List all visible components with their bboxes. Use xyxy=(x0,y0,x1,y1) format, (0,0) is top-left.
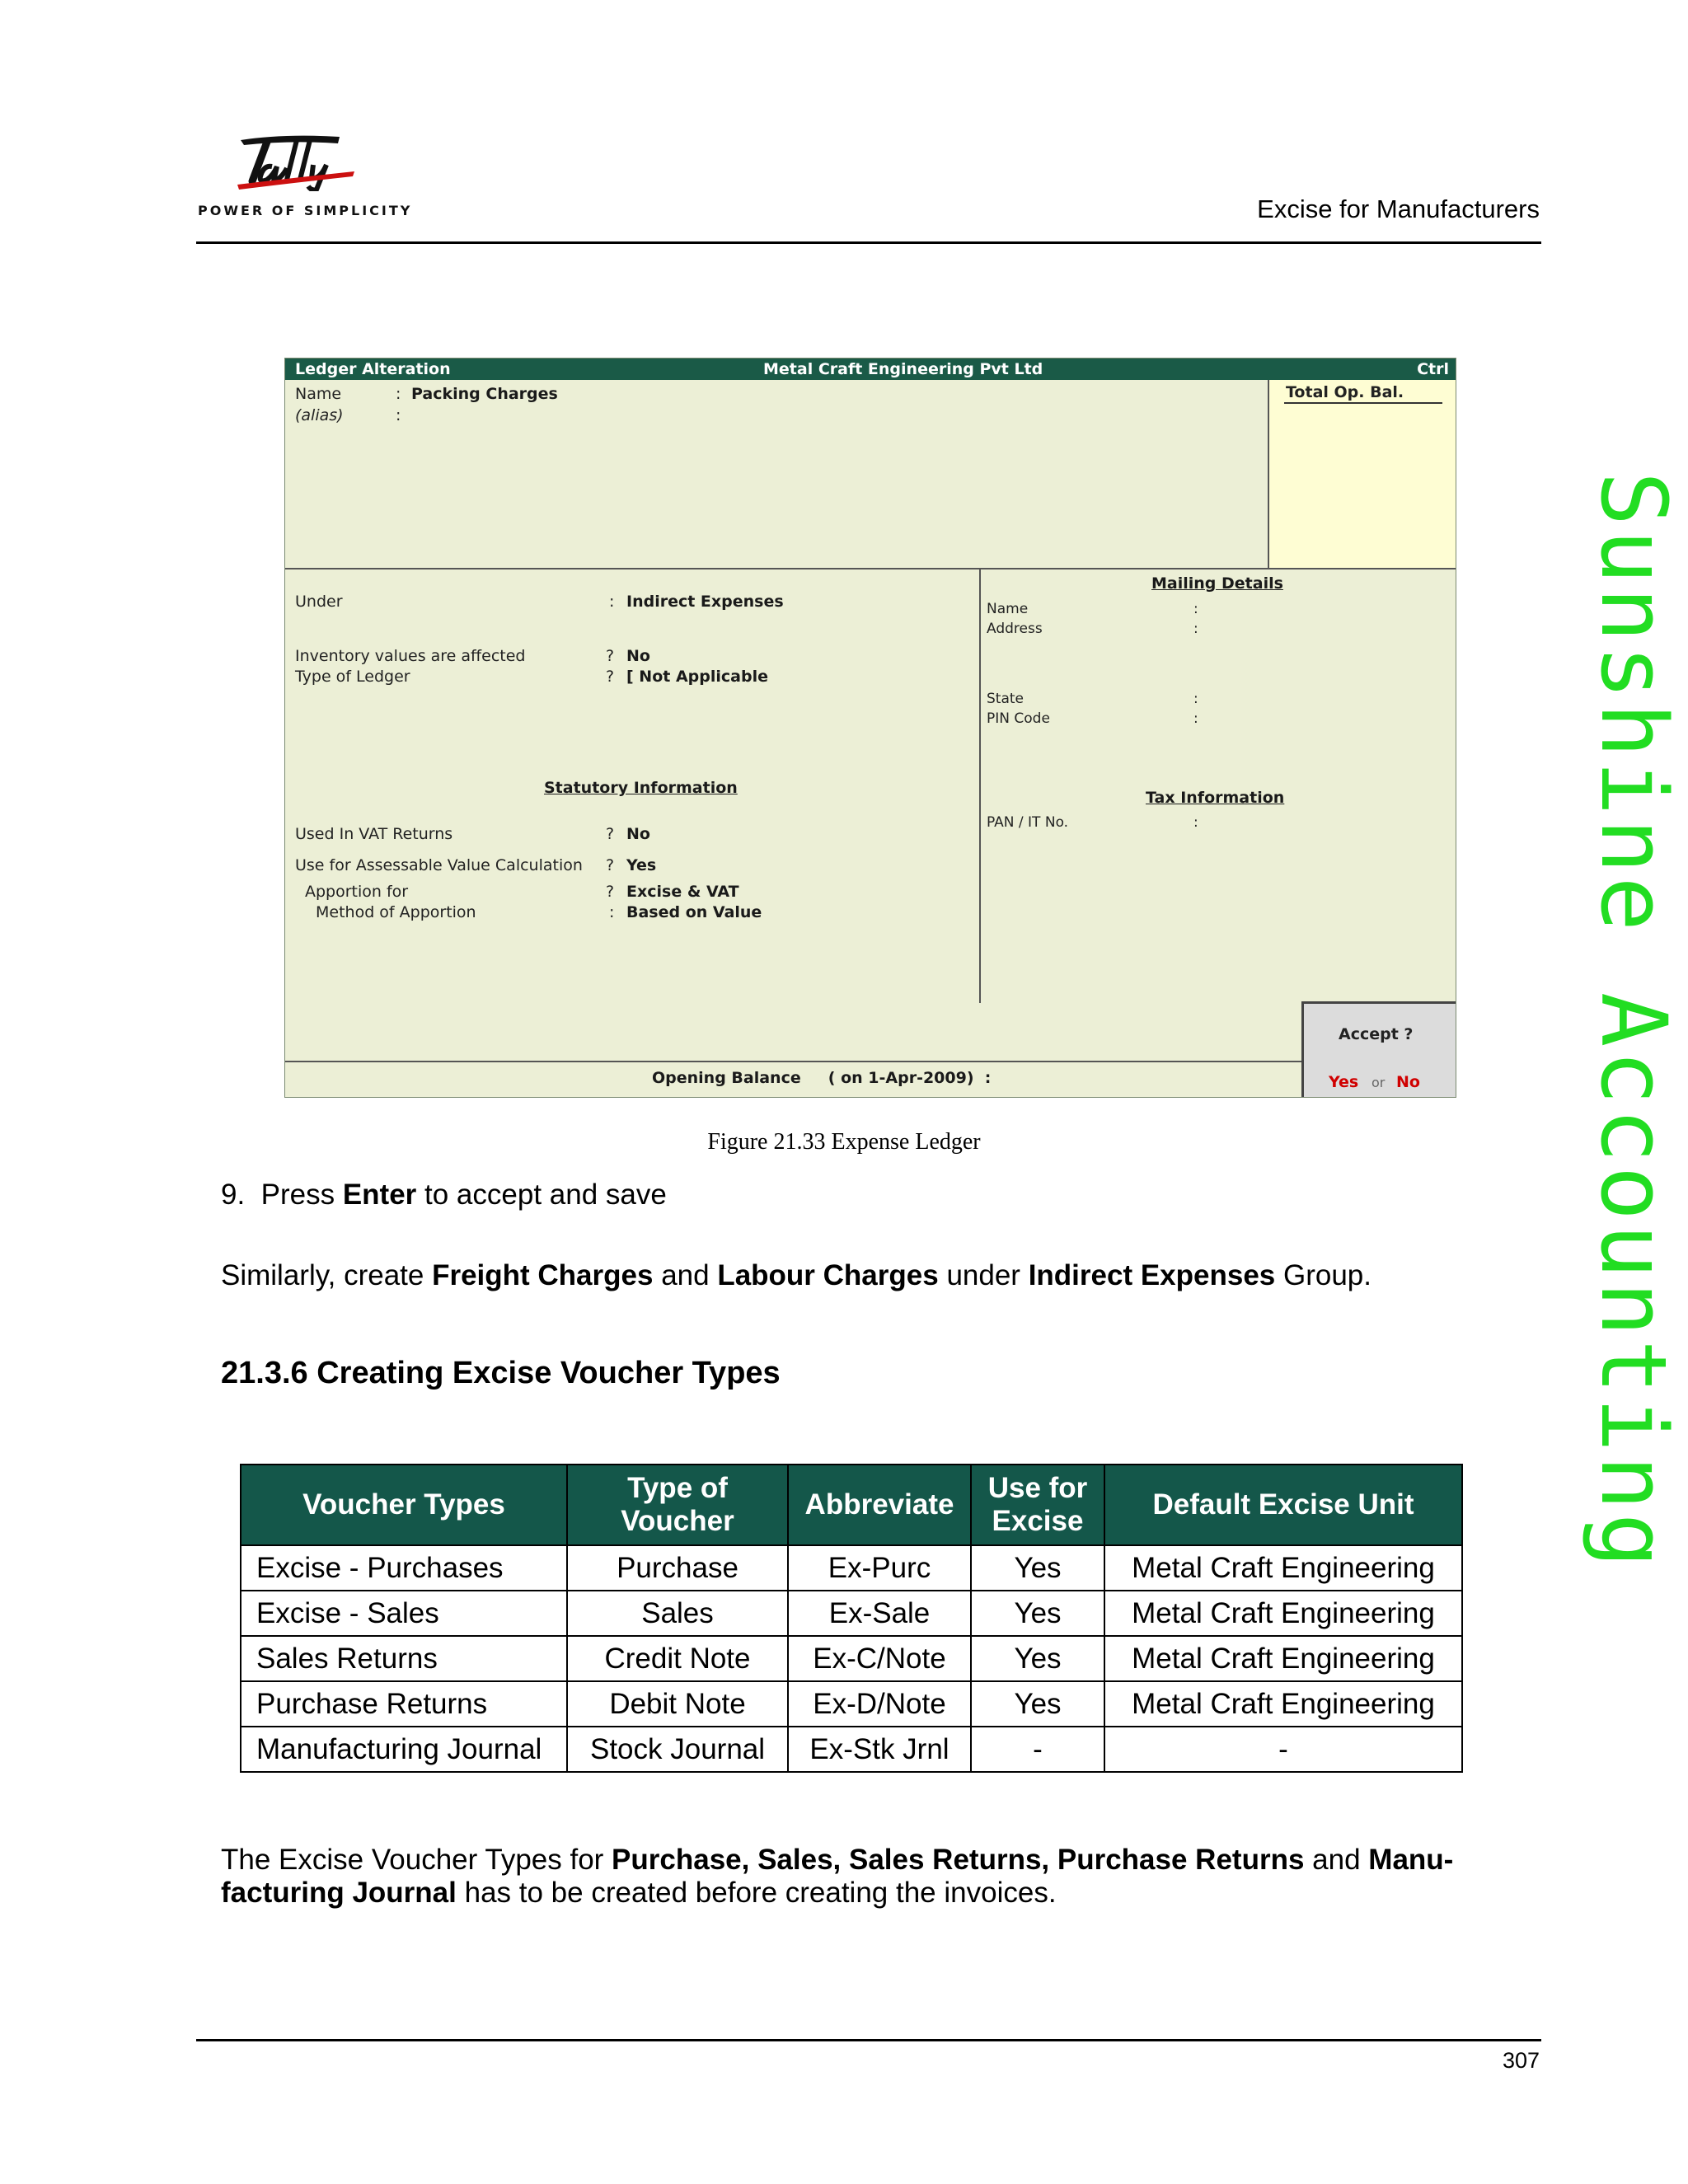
closing-text-3: has to be created before creating the invoices. xyxy=(456,1877,1057,1909)
mail-name-colon: : xyxy=(1193,601,1198,617)
method-field[interactable]: Based on Value xyxy=(626,903,762,921)
closing-bold-1: Purchase, Sales, Sales Returns, Purchase Returns xyxy=(612,1844,1305,1876)
cell-default-excise-unit: Metal Craft Engineering xyxy=(1104,1681,1462,1727)
col-default-excise-unit: Default Excise Unit xyxy=(1104,1465,1462,1545)
chapter-title: Excise for Manufacturers xyxy=(1257,194,1540,223)
screen-title: Ledger Alteration xyxy=(295,360,451,378)
cell-voucher-type: Sales Returns xyxy=(241,1636,567,1681)
apportion-separator: ? xyxy=(606,883,615,901)
cell-type-of-voucher: Debit Note xyxy=(567,1681,788,1727)
col-abbreviate: Abbreviate xyxy=(788,1465,971,1545)
similarly-text-1: Similarly, create xyxy=(221,1259,433,1291)
table-row xyxy=(241,1681,1462,1727)
under-separator: : xyxy=(609,593,615,611)
cell-abbreviate: Ex-D/Note xyxy=(788,1681,971,1727)
step-9-pre: 9. Press xyxy=(221,1179,343,1211)
method-separator: : xyxy=(609,903,615,921)
cell-abbreviate: Ex-Sale xyxy=(788,1591,971,1636)
step-9-post: to accept and save xyxy=(416,1179,667,1211)
alias-separator: : xyxy=(396,406,401,424)
accept-dialog xyxy=(1301,1001,1456,1098)
watermark: Sunshine Accounting xyxy=(1581,471,1686,1572)
name-separator: : xyxy=(396,385,401,403)
mail-address-label: Address xyxy=(987,621,1043,637)
opening-balance-field[interactable]: Opening Balance ( on 1-Apr-2009) : xyxy=(652,1069,992,1087)
mail-name-label: Name xyxy=(987,601,1029,617)
accept-yes-button[interactable]: Yes xyxy=(1329,1073,1359,1091)
similarly-text-4: Group. xyxy=(1275,1259,1372,1291)
accept-no-button[interactable]: No xyxy=(1396,1073,1420,1091)
cell-type-of-voucher: Purchase xyxy=(567,1545,788,1591)
footer-rule xyxy=(196,2039,1541,2041)
accept-question: Accept ? xyxy=(1339,1025,1414,1043)
cell-abbreviate: Ex-C/Note xyxy=(788,1636,971,1681)
cell-use-for-excise: Yes xyxy=(971,1591,1104,1636)
cell-voucher-type: Manufacturing Journal xyxy=(241,1727,567,1772)
cell-default-excise-unit: - xyxy=(1104,1727,1462,1772)
labour-charges: Labour Charges xyxy=(717,1259,939,1291)
table-row xyxy=(241,1545,1462,1591)
cell-type-of-voucher: Sales xyxy=(567,1591,788,1636)
pan-label: PAN / IT No. xyxy=(987,814,1069,831)
table-row xyxy=(241,1727,1462,1772)
cell-abbreviate: Ex-Stk Jrnl xyxy=(788,1727,971,1772)
under-label: Under xyxy=(295,593,343,611)
similarly-paragraph xyxy=(221,1259,1372,1292)
accept-or-text: or xyxy=(1372,1075,1386,1090)
mail-state-colon: : xyxy=(1193,691,1198,707)
table-row xyxy=(241,1591,1462,1636)
cell-use-for-excise: Yes xyxy=(971,1545,1104,1591)
inventory-field[interactable]: No xyxy=(626,647,650,665)
vat-separator: ? xyxy=(606,825,615,843)
op-bal-underline xyxy=(1284,402,1442,404)
cell-default-excise-unit: Metal Craft Engineering xyxy=(1104,1591,1462,1636)
similarly-text-3: under xyxy=(938,1259,1029,1291)
total-op-bal-panel xyxy=(1268,380,1456,568)
col-voucher-types: Voucher Types xyxy=(241,1465,567,1545)
page-number: 307 xyxy=(1502,2048,1540,2073)
step-9 xyxy=(221,1179,667,1212)
mail-pin-label: PIN Code xyxy=(987,710,1050,727)
cell-voucher-type: Purchase Returns xyxy=(241,1681,567,1727)
under-field[interactable]: Indirect Expenses xyxy=(626,593,784,611)
logo-tagline: POWER OF SIMPLICITY xyxy=(198,203,413,218)
mail-pin-colon: : xyxy=(1193,710,1198,727)
closing-text-1: The Excise Voucher Types for xyxy=(221,1844,612,1876)
cell-type-of-voucher: Stock Journal xyxy=(567,1727,788,1772)
cell-abbreviate: Ex-Purc xyxy=(788,1545,971,1591)
cell-voucher-type: Excise - Purchases xyxy=(241,1545,567,1591)
assessable-separator: ? xyxy=(606,856,615,874)
name-field[interactable]: Packing Charges xyxy=(411,385,558,403)
cell-use-for-excise: Yes xyxy=(971,1636,1104,1681)
type-of-ledger-field[interactable]: [ Not Applicable xyxy=(626,668,768,686)
section-divider xyxy=(285,568,1456,569)
voucher-types-table xyxy=(240,1464,1463,1773)
tally-logo-mark xyxy=(234,132,358,191)
statutory-heading: Statutory Information xyxy=(544,779,738,797)
closing-bold-2: Manu-facturing Journal xyxy=(221,1844,1454,1909)
freight-charges: Freight Charges xyxy=(432,1259,654,1291)
ledger-alteration-screen xyxy=(284,358,1456,1098)
apportion-field[interactable]: Excise & VAT xyxy=(626,883,739,901)
cell-use-for-excise: Yes xyxy=(971,1681,1104,1727)
closing-text-2: and xyxy=(1304,1844,1369,1876)
column-divider xyxy=(979,568,981,1003)
col-type-of-voucher: Type of Voucher xyxy=(567,1465,788,1545)
table-header-row xyxy=(241,1465,1462,1545)
closing-paragraph xyxy=(221,1844,1540,1910)
similarly-text-2: and xyxy=(653,1259,718,1291)
cell-default-excise-unit: Metal Craft Engineering xyxy=(1104,1636,1462,1681)
method-label: Method of Apportion xyxy=(316,903,476,921)
indirect-expenses: Indirect Expenses xyxy=(1028,1259,1276,1291)
mail-state-label: State xyxy=(987,691,1024,707)
figure-caption: Figure 21.33 Expense Ledger xyxy=(707,1129,981,1155)
cell-type-of-voucher: Credit Note xyxy=(567,1636,788,1681)
header-rule xyxy=(196,241,1541,244)
alias-label: (alias) xyxy=(295,406,344,424)
vat-label: Used In VAT Returns xyxy=(295,825,453,843)
name-label: Name xyxy=(295,385,342,403)
total-op-bal-label: Total Op. Bal. xyxy=(1286,383,1404,401)
col-use-for-excise: Use for Excise xyxy=(971,1465,1104,1545)
type-of-ledger-separator: ? xyxy=(606,668,615,686)
assessable-label: Use for Assessable Value Calculation xyxy=(295,856,583,874)
inventory-separator: ? xyxy=(606,647,615,665)
pan-colon: : xyxy=(1193,814,1198,831)
mail-address-colon: : xyxy=(1193,621,1198,637)
table-row xyxy=(241,1636,1462,1681)
tally-logo xyxy=(198,132,412,227)
ctrl-indicator[interactable]: Ctrl xyxy=(1417,360,1449,378)
cell-use-for-excise: - xyxy=(971,1727,1104,1772)
footer-divider xyxy=(285,1061,1301,1062)
cell-voucher-type: Excise - Sales xyxy=(241,1591,567,1636)
step-9-enter: Enter xyxy=(342,1179,417,1211)
tax-heading: Tax Information xyxy=(1146,789,1285,807)
cell-default-excise-unit: Metal Craft Engineering xyxy=(1104,1545,1462,1591)
company-name: Metal Craft Engineering Pvt Ltd xyxy=(763,360,1043,378)
apportion-label: Apportion for xyxy=(305,883,409,901)
section-heading: 21.3.6 Creating Excise Voucher Types xyxy=(221,1356,781,1390)
mailing-heading: Mailing Details xyxy=(1151,574,1283,593)
vat-field[interactable]: No xyxy=(626,825,650,843)
assessable-field[interactable]: Yes xyxy=(626,856,657,874)
type-of-ledger-label: Type of Ledger xyxy=(295,668,410,686)
screen-title-bar xyxy=(285,359,1456,380)
inventory-label: Inventory values are affected xyxy=(295,647,526,665)
